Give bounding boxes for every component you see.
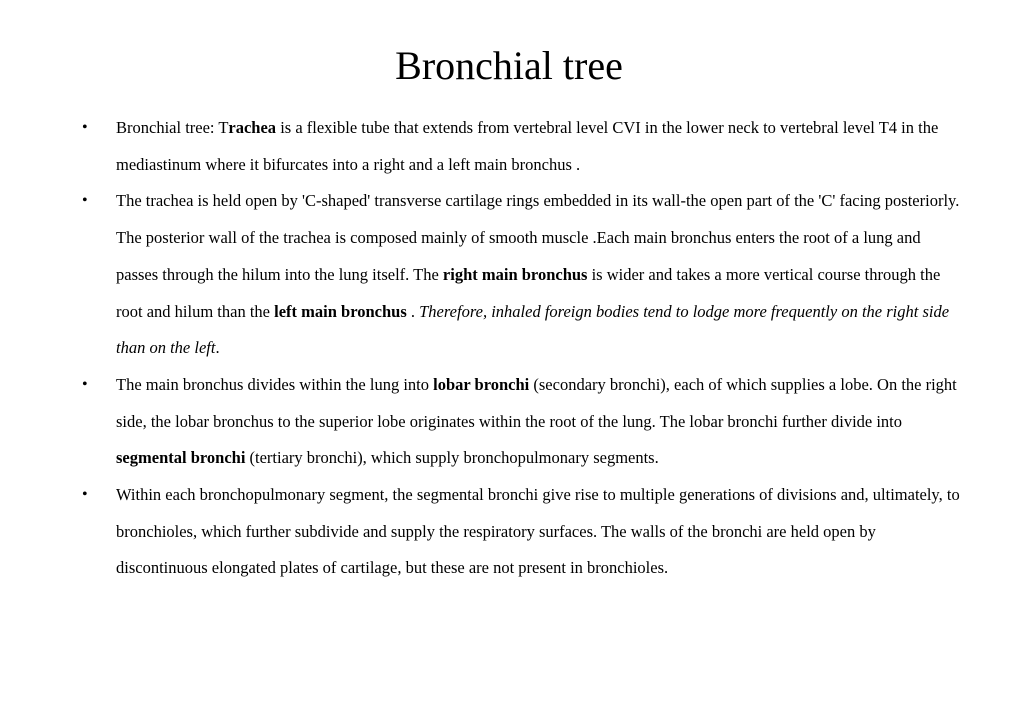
- bullet-text-2-seg-1: lobar bronchi: [433, 374, 530, 394]
- bullet-icon: •: [82, 192, 88, 210]
- bullet-text-1-seg-5: Therefore, inhaled foreign bodies tend to lodge more frequently on the right side than on the left: [116, 301, 950, 358]
- bullet-text-2-seg-2: (secondary bronchi), each of which supplies a lobe. On the right side, the lobar bronchus to the superior lobe originates within the root of the lung. The lobar bronchi further divide into: [116, 374, 957, 431]
- bullet-text-2-seg-4: (tertiary bronchi), which supply bronchopulmonary segments.: [245, 448, 659, 468]
- bullet-text-2-seg-0: The main bronchus divides within the lung into: [116, 374, 434, 394]
- bullet-text-1-seg-1: right main bronchus: [442, 264, 588, 284]
- bullet-item-main-bronchi: [0, 183, 1030, 367]
- bullet-text-2-seg-3: segmental bronchi: [116, 448, 246, 468]
- bullet-icon: •: [82, 486, 88, 504]
- bullet-icon: •: [82, 375, 88, 393]
- bullet-item-bronchioles: [0, 477, 1030, 587]
- bullet-icon: •: [82, 119, 88, 136]
- bullet-text-1-seg-4: .: [406, 301, 420, 321]
- bullet-text-1-seg-0: The trachea is held open by 'C-shaped' transverse cartilage rings embedded in its wall-the open part of the 'C' facing posteriorly. The posterior wall of the trachea is composed mainly of smooth muscle .Each main bronchus enters the root of a lung and passes through the hilum into the lung itself. The: [116, 191, 960, 284]
- bullet-item-lobar-bronchi: [0, 367, 1030, 477]
- bullet-list: [0, 110, 1030, 587]
- bullet-text-1-seg-2: is wider and takes a more vertical course through the root and hilum than the: [116, 264, 941, 321]
- bullet-text-3-seg-0: Within each bronchopulmonary segment, the segmental bronchi give rise to multiple generations of divisions and, ultimately, to bronchioles, which further subdivide and supply the respiratory surfaces. The walls of the bronchi are held open by discontinuous elongated plates of cartilage, but these are not present in bronchioles.: [116, 485, 960, 578]
- bullet-text-1-seg-6: .: [215, 338, 220, 358]
- slide-title: Bronchial tree: [395, 43, 623, 88]
- bullet-text-0-seg-2: is a flexible tube that extends from vertebral level CVI in the lower neck to vertebral level T4 in the mediastinum where it bifurcates into a right and a left main bronchus .: [116, 118, 939, 174]
- bullet-item-trachea: [0, 110, 1030, 183]
- bullet-text-1-seg-3: left main bronchus: [274, 301, 407, 321]
- bullet-text-0-seg-0: Bronchial tree: T: [116, 118, 229, 137]
- bullet-text-0-seg-1: rachea: [228, 118, 277, 137]
